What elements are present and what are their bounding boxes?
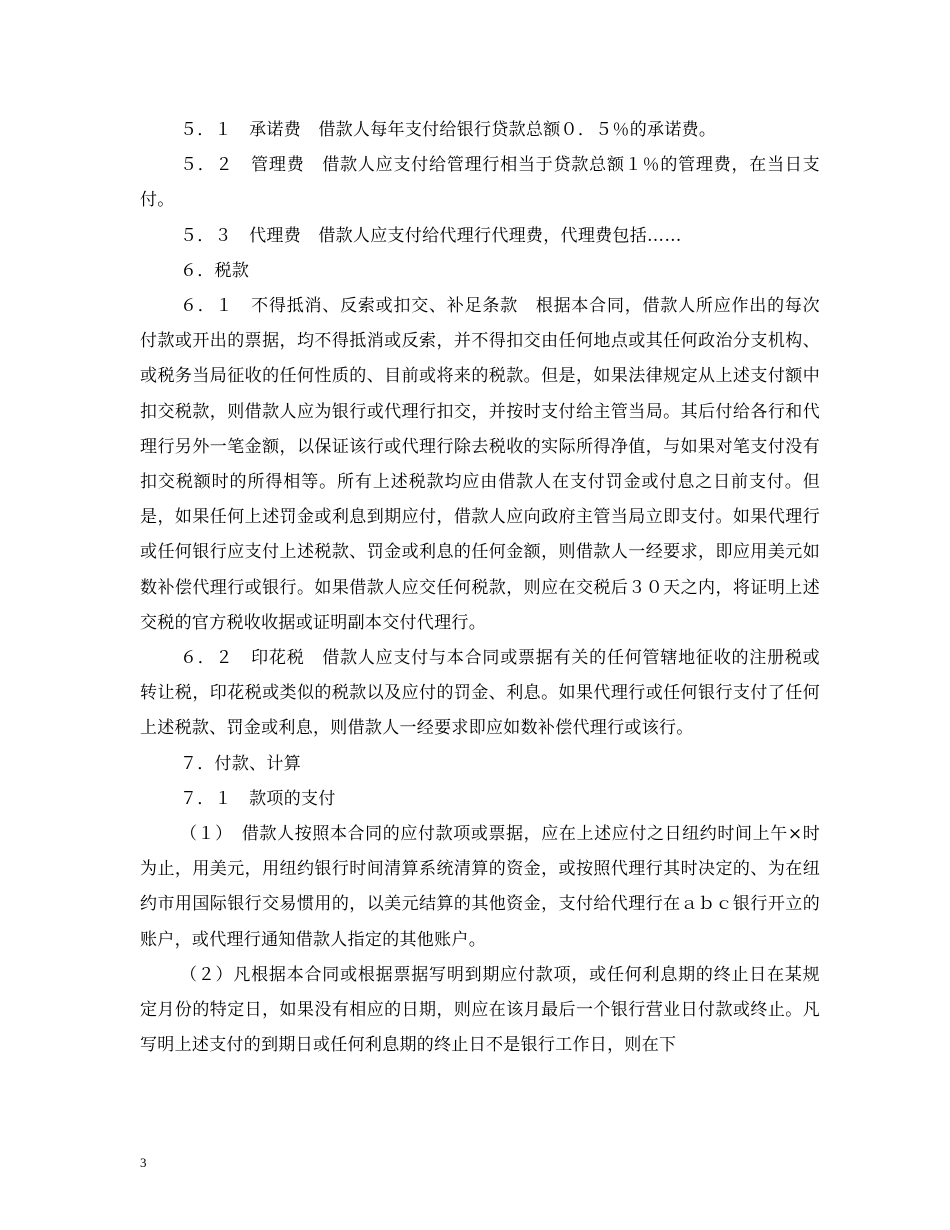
section-7-heading: ７．付款、计算 xyxy=(179,753,302,774)
clause-5-3-agency-fee: ５．３ 代理费 借款人应支付给代理行代理费，代理费包括…… xyxy=(179,225,682,246)
clause-7-1-heading: ７．１ 款项的支付 xyxy=(179,788,336,809)
document-body xyxy=(140,113,820,1063)
clause-7-1-item-1: （１） 借款人按照本合同的应付款项或票据，应在上述应付之日纽约时间上午×时为止，用美元，用纽约银行时间清算系统清算的资金，或按照代理行其时决定的、为在纽约市用国际银行交易惯用的，以美元结算的其他资金，支付给代理行在ａｂｃ银行开立的账户，或代理行通知借款人指定的其他账户。 xyxy=(140,824,820,950)
clause-6-2-stamp-duty: ６．２ 印花税 借款人应支付与本合同或票据有关的任何管辖地征收的注册税或转让税，印花税或类似的税款以及应付的罚金、利息。如果代理行或任何银行支付了任何上述税款、罚金或利息，则借款人一经要求即应如数补偿代理行或该行。 xyxy=(140,648,820,739)
clause-5-2-management-fee: ５．２ 管理费 借款人应支付给管理行相当于贷款总额１％的管理费，在当日支付。 xyxy=(140,155,820,211)
page-number: 3 xyxy=(140,1155,147,1170)
clause-7-1-item-2: （２）凡根据本合同或根据票据写明到期应付款项，或任何利息期的终止日在某规定月份的特定日，如果没有相应的日期，则应在该月最后一个银行营业日付款或终止。凡写明上述支付的到期日或任何利息期的终止日不是银行工作日，则在下 xyxy=(140,964,820,1056)
section-6-heading: ６．税款 xyxy=(179,260,250,281)
clause-6-1-no-setoff: ６．１ 不得抵消、反索或扣交、补足条款 根据本合同，借款人所应作出的每次付款或开出的票据，均不得抵消或反索，并不得扣交由任何地点或其任何政治分支机构、或税务当局征收的任何性质的、目前或将来的税款。但是，如果法律规定从上述支付额中扣交税款，则借款人应为银行或代理行扣交，并按时支付给主管当局。其后付给各行和代理行另外一笔金额，以保证该行或代理行除去税收的实际所得净值，与如果对笔支付没有扣交税额时的所得相等。所有上述税款均应由借款人在支付罚金或付息之日前支付。但是，如果任何上述罚金或利息到期应付，借款人应向政府主管当局立即支付。如果代理行或任何银行应支付上述税款、罚金或利息的任何金额，则借款人一经要求，即应用美元如数补偿代理行或银行。如果借款人应交任何税款，则应在交税后３０天之内，将证明上述交税的官方税收收据或证明副本交付代理行。 xyxy=(140,296,820,633)
clause-5-1-commitment-fee: ５．１ 承诺费 借款人每年支付给银行贷款总额０．５％的承诺费。 xyxy=(179,120,717,140)
